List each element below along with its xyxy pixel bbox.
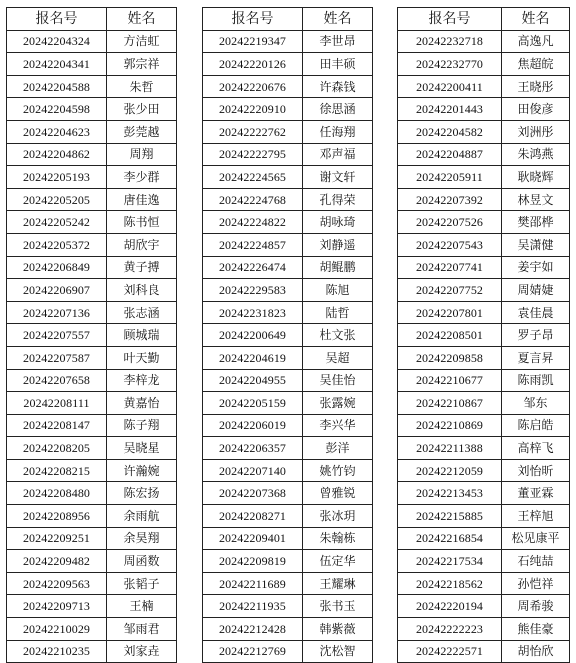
registration-number-cell: 20242224565 xyxy=(203,166,303,189)
name-cell: 朱翰栋 xyxy=(303,527,373,550)
table-row xyxy=(7,211,177,234)
registration-number-cell: 20242206357 xyxy=(203,437,303,460)
registration-number-cell: 20242212059 xyxy=(398,459,502,482)
name-cell: 陈书恒 xyxy=(107,211,177,234)
name-cell: 焦超皖 xyxy=(502,53,570,76)
registration-number-cell: 20242207140 xyxy=(203,459,303,482)
table-row xyxy=(7,166,177,189)
registration-number-cell: 20242209713 xyxy=(7,595,107,618)
name-cell: 王楠 xyxy=(107,595,177,618)
name-cell: 高梓飞 xyxy=(502,437,570,460)
table-row xyxy=(398,143,570,166)
registration-number-cell: 20242205159 xyxy=(203,392,303,415)
name-cell: 李兴华 xyxy=(303,414,373,437)
name-cell: 唐佳逸 xyxy=(107,188,177,211)
table-row xyxy=(203,618,373,641)
table-row xyxy=(203,120,373,143)
name-cell: 沈松智 xyxy=(303,640,373,663)
table-row xyxy=(7,392,177,415)
name-cell: 张韬子 xyxy=(107,572,177,595)
table-row xyxy=(398,482,570,505)
name-cell: 林昱文 xyxy=(502,188,570,211)
registration-number-cell: 20242229583 xyxy=(203,279,303,302)
table-row xyxy=(7,324,177,347)
table-row xyxy=(398,505,570,528)
table-row xyxy=(7,30,177,53)
registration-number-cell: 20242218562 xyxy=(398,572,502,595)
name-cell: 周函数 xyxy=(107,550,177,573)
name-cell: 朱鸿燕 xyxy=(502,143,570,166)
name-cell: 吴超 xyxy=(303,346,373,369)
registration-number-cell: 20242207658 xyxy=(7,369,107,392)
header-name: 姓名 xyxy=(107,8,177,31)
table-row xyxy=(203,640,373,663)
table-row xyxy=(398,233,570,256)
name-cell: 张少田 xyxy=(107,98,177,121)
name-cell: 李世昂 xyxy=(303,30,373,53)
table-row xyxy=(7,98,177,121)
name-cell: 曾雅锐 xyxy=(303,482,373,505)
table-row xyxy=(203,166,373,189)
registration-number-cell: 20242209819 xyxy=(203,550,303,573)
table-row xyxy=(7,143,177,166)
table-row xyxy=(398,369,570,392)
name-cell: 谢文轩 xyxy=(303,166,373,189)
name-cell: 方洁虹 xyxy=(107,30,177,53)
name-cell: 彭莞越 xyxy=(107,120,177,143)
header-id: 报名号 xyxy=(7,8,107,31)
name-cell: 黄子搏 xyxy=(107,256,177,279)
table-row xyxy=(7,120,177,143)
registration-number-cell: 20242200411 xyxy=(398,75,502,98)
name-cell: 余昊翔 xyxy=(107,527,177,550)
registration-number-cell: 20242207587 xyxy=(7,346,107,369)
header-row xyxy=(203,8,373,31)
name-cell: 胡怡欣 xyxy=(502,640,570,663)
header-row xyxy=(398,8,570,31)
table-row xyxy=(7,369,177,392)
name-cell: 胡欣宇 xyxy=(107,233,177,256)
table-row xyxy=(203,572,373,595)
name-cell: 任海翔 xyxy=(303,120,373,143)
table-row xyxy=(203,369,373,392)
name-cell: 王晓彤 xyxy=(502,75,570,98)
name-cell: 刘静遥 xyxy=(303,233,373,256)
registration-number-cell: 20242206019 xyxy=(203,414,303,437)
table-row xyxy=(7,618,177,641)
registration-number-cell: 20242207741 xyxy=(398,256,502,279)
registration-number-cell: 20242207368 xyxy=(203,482,303,505)
name-cell: 耿晓辉 xyxy=(502,166,570,189)
name-cell: 张书玉 xyxy=(303,595,373,618)
name-cell: 夏言昇 xyxy=(502,346,570,369)
registration-number-cell: 20242207526 xyxy=(398,211,502,234)
name-cell: 熊佳豪 xyxy=(502,618,570,641)
name-cell: 孙恺祥 xyxy=(502,572,570,595)
table-row xyxy=(7,53,177,76)
name-cell: 高逸凡 xyxy=(502,30,570,53)
table-body xyxy=(7,30,177,663)
table-row xyxy=(203,505,373,528)
table-row xyxy=(398,30,570,53)
table-row xyxy=(398,324,570,347)
registration-number-cell: 20242211689 xyxy=(203,572,303,595)
registration-number-cell: 20242212428 xyxy=(203,618,303,641)
name-cell: 顾城瑞 xyxy=(107,324,177,347)
name-cell: 韩紫薇 xyxy=(303,618,373,641)
table-row xyxy=(398,279,570,302)
name-cell: 王耀琳 xyxy=(303,572,373,595)
table-row xyxy=(203,233,373,256)
registration-number-cell: 20242204623 xyxy=(7,120,107,143)
name-cell: 许森钱 xyxy=(303,75,373,98)
name-cell: 吴晓星 xyxy=(107,437,177,460)
table-middle xyxy=(202,7,373,663)
table-row xyxy=(7,233,177,256)
name-cell: 王梓旭 xyxy=(502,505,570,528)
registration-number-cell: 20242209858 xyxy=(398,346,502,369)
header-row xyxy=(7,8,177,31)
registration-number-cell: 20242220910 xyxy=(203,98,303,121)
registration-number-cell: 20242208501 xyxy=(398,324,502,347)
table-row xyxy=(203,595,373,618)
table-row xyxy=(203,414,373,437)
registration-number-cell: 20242208205 xyxy=(7,437,107,460)
table-body xyxy=(203,30,373,663)
registration-number-cell: 20242208111 xyxy=(7,392,107,415)
table-row xyxy=(7,279,177,302)
table-row xyxy=(7,437,177,460)
table-body xyxy=(398,30,570,663)
registration-number-cell: 20242232770 xyxy=(398,53,502,76)
name-cell: 陈雨凯 xyxy=(502,369,570,392)
registration-number-cell: 20242204324 xyxy=(7,30,107,53)
table-row xyxy=(7,572,177,595)
name-cell: 松见康平 xyxy=(502,527,570,550)
name-cell: 吴潇健 xyxy=(502,233,570,256)
name-cell: 邹雨君 xyxy=(107,618,177,641)
table-row xyxy=(203,256,373,279)
name-cell: 叶天勤 xyxy=(107,346,177,369)
registration-number-cell: 20242208215 xyxy=(7,459,107,482)
registration-number-cell: 20242232718 xyxy=(398,30,502,53)
name-cell: 孔得荣 xyxy=(303,188,373,211)
registration-number-cell: 20242208271 xyxy=(203,505,303,528)
name-cell: 陈启皓 xyxy=(502,414,570,437)
table-row xyxy=(203,30,373,53)
name-cell: 姜宇如 xyxy=(502,256,570,279)
name-cell: 陆哲 xyxy=(303,301,373,324)
table-row xyxy=(203,527,373,550)
name-cell: 邓声福 xyxy=(303,143,373,166)
registration-number-cell: 20242210867 xyxy=(398,392,502,415)
name-cell: 刘科良 xyxy=(107,279,177,302)
registration-number-cell: 20242205242 xyxy=(7,211,107,234)
registration-number-cell: 20242220126 xyxy=(203,53,303,76)
registration-number-cell: 20242207557 xyxy=(7,324,107,347)
table-row xyxy=(7,301,177,324)
registration-number-cell: 20242205193 xyxy=(7,166,107,189)
header-id: 报名号 xyxy=(203,8,303,31)
name-cell: 胡咏琦 xyxy=(303,211,373,234)
registration-number-cell: 20242222223 xyxy=(398,618,502,641)
header-name: 姓名 xyxy=(303,8,373,31)
name-cell: 张志涵 xyxy=(107,301,177,324)
table-row xyxy=(203,279,373,302)
name-cell: 郭宗祥 xyxy=(107,53,177,76)
table-row xyxy=(398,98,570,121)
registration-number-cell: 20242216854 xyxy=(398,527,502,550)
table-row xyxy=(398,527,570,550)
name-cell: 刘家垚 xyxy=(107,640,177,663)
name-cell: 周翔 xyxy=(107,143,177,166)
name-cell: 吴佳怡 xyxy=(303,369,373,392)
registration-number-cell: 20242210677 xyxy=(398,369,502,392)
name-cell: 徐思涵 xyxy=(303,98,373,121)
table-row xyxy=(398,392,570,415)
registration-number-cell: 20242204598 xyxy=(7,98,107,121)
table-row xyxy=(7,595,177,618)
table-row xyxy=(398,459,570,482)
name-cell: 樊邵桦 xyxy=(502,211,570,234)
name-cell: 周婧婕 xyxy=(502,279,570,302)
registration-number-cell: 20242204588 xyxy=(7,75,107,98)
table-row xyxy=(7,414,177,437)
registration-number-cell: 20242206907 xyxy=(7,279,107,302)
table-row xyxy=(203,324,373,347)
name-cell: 黄嘉怡 xyxy=(107,392,177,415)
table-row xyxy=(398,572,570,595)
registration-number-cell: 20242224822 xyxy=(203,211,303,234)
table-row xyxy=(398,618,570,641)
registration-number-cell: 20242226474 xyxy=(203,256,303,279)
table-right xyxy=(397,7,570,663)
name-cell: 邹东 xyxy=(502,392,570,415)
table-row xyxy=(7,482,177,505)
table-row xyxy=(398,256,570,279)
registration-number-cell: 20242211935 xyxy=(203,595,303,618)
registration-number-cell: 20242222795 xyxy=(203,143,303,166)
registration-number-cell: 20242208147 xyxy=(7,414,107,437)
table-row xyxy=(7,640,177,663)
table-row xyxy=(7,75,177,98)
registration-number-cell: 20242205911 xyxy=(398,166,502,189)
registration-number-cell: 20242219347 xyxy=(203,30,303,53)
name-cell: 张露婉 xyxy=(303,392,373,415)
table-row xyxy=(398,414,570,437)
name-cell: 陈旭 xyxy=(303,279,373,302)
table-row xyxy=(398,53,570,76)
registration-number-cell: 20242201443 xyxy=(398,98,502,121)
table-row xyxy=(398,301,570,324)
name-cell: 田俊彦 xyxy=(502,98,570,121)
registration-number-cell: 20242205205 xyxy=(7,188,107,211)
name-cell: 罗子昂 xyxy=(502,324,570,347)
table-row xyxy=(203,392,373,415)
table-row xyxy=(398,346,570,369)
registration-number-cell: 20242209482 xyxy=(7,550,107,573)
registration-number-cell: 20242220676 xyxy=(203,75,303,98)
table-row xyxy=(7,505,177,528)
name-cell: 余雨航 xyxy=(107,505,177,528)
table-row xyxy=(203,550,373,573)
table-row xyxy=(7,550,177,573)
registration-number-cell: 20242224768 xyxy=(203,188,303,211)
name-cell: 李少群 xyxy=(107,166,177,189)
registration-number-cell: 20242211388 xyxy=(398,437,502,460)
registration-number-cell: 20242207543 xyxy=(398,233,502,256)
name-cell: 李梓龙 xyxy=(107,369,177,392)
table-row xyxy=(7,459,177,482)
name-cell: 彭洋 xyxy=(303,437,373,460)
registration-number-cell: 20242206849 xyxy=(7,256,107,279)
registration-number-cell: 20242204887 xyxy=(398,143,502,166)
registration-number-cell: 20242220194 xyxy=(398,595,502,618)
table-row xyxy=(203,482,373,505)
registration-number-cell: 20242213453 xyxy=(398,482,502,505)
registration-number-cell: 20242222571 xyxy=(398,640,502,663)
table-row xyxy=(203,437,373,460)
table-row xyxy=(7,188,177,211)
table-row xyxy=(203,346,373,369)
registration-number-cell: 20242204955 xyxy=(203,369,303,392)
name-cell: 袁佳晨 xyxy=(502,301,570,324)
registration-number-cell: 20242210869 xyxy=(398,414,502,437)
registration-number-cell: 20242204582 xyxy=(398,120,502,143)
registration-number-cell: 20242208480 xyxy=(7,482,107,505)
table-row xyxy=(203,143,373,166)
table-row xyxy=(7,527,177,550)
header-id: 报名号 xyxy=(398,8,502,31)
name-cell: 刘怡昕 xyxy=(502,459,570,482)
registration-number-cell: 20242224857 xyxy=(203,233,303,256)
registration-number-cell: 20242208956 xyxy=(7,505,107,528)
table-row xyxy=(203,75,373,98)
registration-number-cell: 20242204619 xyxy=(203,346,303,369)
name-cell: 许瀚婉 xyxy=(107,459,177,482)
registration-number-cell: 20242207752 xyxy=(398,279,502,302)
table-row xyxy=(398,550,570,573)
registration-number-cell: 20242204341 xyxy=(7,53,107,76)
name-cell: 周希骏 xyxy=(502,595,570,618)
name-cell: 田丰硕 xyxy=(303,53,373,76)
registration-number-cell: 20242209563 xyxy=(7,572,107,595)
name-cell: 陈宏扬 xyxy=(107,482,177,505)
table-row xyxy=(398,166,570,189)
registration-number-cell: 20242207136 xyxy=(7,301,107,324)
table-row xyxy=(203,211,373,234)
table-row xyxy=(203,53,373,76)
registration-number-cell: 20242231823 xyxy=(203,301,303,324)
table-row xyxy=(398,211,570,234)
table-row xyxy=(203,459,373,482)
name-cell: 石纯喆 xyxy=(502,550,570,573)
registration-number-cell: 20242217534 xyxy=(398,550,502,573)
table-row xyxy=(203,301,373,324)
table-row xyxy=(398,75,570,98)
table-left xyxy=(6,7,177,663)
registration-number-cell: 20242205372 xyxy=(7,233,107,256)
name-cell: 朱哲 xyxy=(107,75,177,98)
name-cell: 伍定华 xyxy=(303,550,373,573)
name-cell: 胡鲲鹏 xyxy=(303,256,373,279)
registration-number-cell: 20242204862 xyxy=(7,143,107,166)
registration-number-cell: 20242210235 xyxy=(7,640,107,663)
header-name: 姓名 xyxy=(502,8,570,31)
table-row xyxy=(398,120,570,143)
table-row xyxy=(203,98,373,121)
registration-number-cell: 20242210029 xyxy=(7,618,107,641)
name-cell: 刘洲彤 xyxy=(502,120,570,143)
name-cell: 张冰玥 xyxy=(303,505,373,528)
name-cell: 陈子翔 xyxy=(107,414,177,437)
table-row xyxy=(7,256,177,279)
name-cell: 杜文张 xyxy=(303,324,373,347)
registration-number-cell: 20242215885 xyxy=(398,505,502,528)
registration-number-cell: 20242209401 xyxy=(203,527,303,550)
registration-number-cell: 20242200649 xyxy=(203,324,303,347)
registration-number-cell: 20242222762 xyxy=(203,120,303,143)
registration-number-cell: 20242207801 xyxy=(398,301,502,324)
registration-number-cell: 20242207392 xyxy=(398,188,502,211)
table-row xyxy=(398,640,570,663)
registration-number-cell: 20242209251 xyxy=(7,527,107,550)
name-cell: 姚竹钧 xyxy=(303,459,373,482)
table-row xyxy=(7,346,177,369)
table-row xyxy=(398,437,570,460)
table-row xyxy=(398,188,570,211)
registration-number-cell: 20242212769 xyxy=(203,640,303,663)
table-row xyxy=(203,188,373,211)
name-cell: 董亚霖 xyxy=(502,482,570,505)
table-row xyxy=(398,595,570,618)
